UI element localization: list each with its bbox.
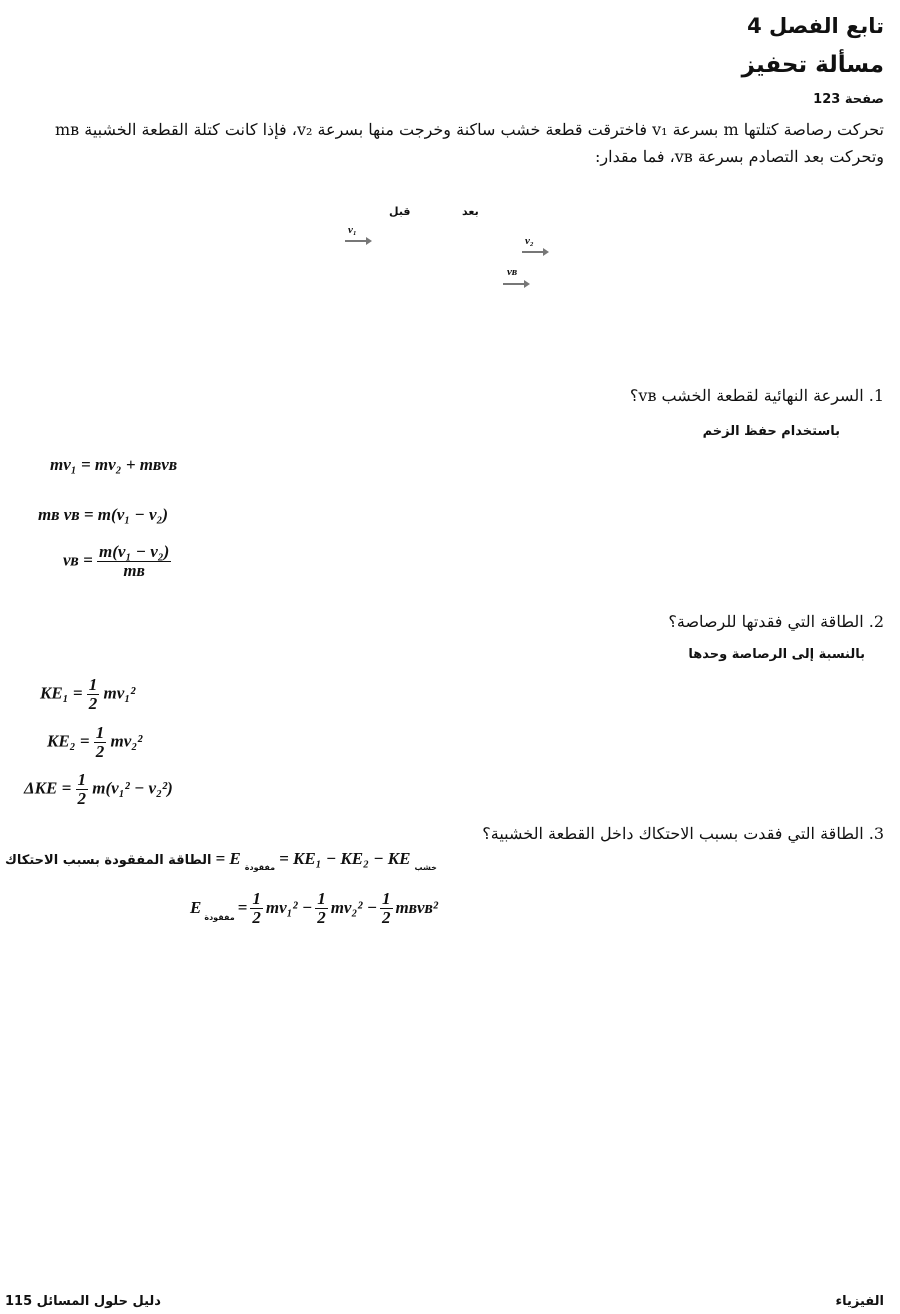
equals: =	[237, 898, 248, 918]
eq3-numerator: m(v₁ − v₂)	[99, 542, 170, 561]
ke2-lhs: KE₂ =	[47, 731, 90, 751]
half-numerator: 1	[95, 723, 105, 742]
vb-label: vʙ	[507, 266, 518, 278]
friction-line	[5, 849, 437, 872]
v1-label: v₁	[348, 224, 357, 236]
half-numerator: 1	[88, 675, 98, 694]
half-numerator: 1	[252, 889, 261, 908]
chapter-heading: تابع الفصل 4	[747, 14, 884, 38]
q1-method: باستخدام حفظ الزخم	[702, 424, 840, 439]
e-lost-equation	[190, 890, 438, 927]
question-1: 1. السرعة النهائية لقطعة الخشب vʙ؟	[629, 386, 884, 405]
lost-subscript: مفقودة	[204, 912, 235, 922]
question-2: 2. الطاقة التي فقدتها للرصاصة؟	[668, 612, 884, 631]
question-3: 3. الطاقة التي فقدت بسبب الاحتكاك داخل القطعة الخشبية؟	[482, 824, 884, 843]
half-denominator: 2	[252, 907, 261, 927]
half-denominator: 2	[95, 741, 105, 761]
half-denominator: 2	[88, 693, 98, 713]
energy-difference: = KE₁ − KE₂ − KE	[279, 849, 411, 868]
problem-statement: تحركت رصاصة كتلتها m بسرعة v₁ فاخترقت قطعة خشب ساكنة وخرجت منها بسرعة v₂، فإذا كانت كتلة القطعة الخشبية mʙ وتحركت بعد التصادم بسرعة vʙ، فما مقدار:	[55, 120, 884, 166]
page-reference: صفحة 123	[813, 92, 884, 107]
half-denominator: 2	[317, 907, 326, 927]
ke2-rhs: mv₂²	[110, 731, 143, 751]
e-lhs: E	[190, 898, 202, 918]
v2-arrow-icon	[522, 251, 544, 253]
term-3: mʙvʙ²	[395, 898, 438, 918]
ke1-lhs: KE₁ =	[40, 683, 83, 703]
v2-label: v₂	[525, 235, 534, 247]
half-numerator: 1	[382, 889, 391, 908]
lost-subscript: مفقودة	[244, 863, 276, 872]
footer-subject: الفيزياء	[835, 1294, 884, 1309]
ke1-rhs: mv₁²	[103, 683, 136, 703]
vb-arrow-icon	[503, 283, 525, 285]
q2-method: بالنسبة إلى الرصاصة وحدها	[688, 647, 865, 662]
ke1-equation	[40, 676, 135, 713]
eq3-denominator: mʙ	[123, 560, 145, 580]
q1-equation-2: mʙ vʙ = m(v₁ − v₂)	[38, 505, 169, 524]
e-lost-symbol: = E	[215, 849, 241, 868]
v1-arrow-icon	[345, 240, 367, 242]
term-1: mv₁² −	[265, 898, 313, 918]
friction-label: الطاقة المفقودة بسبب الاحتكاك	[5, 853, 212, 868]
half-numerator: 1	[317, 889, 326, 908]
dke-rhs: m(v₁² − v₂²)	[92, 778, 173, 798]
dke-lhs: ΔKE =	[24, 778, 72, 798]
q1-equation-1: mv₁ = mv₂ + mʙvʙ	[50, 455, 178, 474]
half-denominator: 2	[382, 907, 391, 927]
term-2: mv₂² −	[330, 898, 378, 918]
after-label: بعد	[462, 205, 479, 218]
delta-ke-equation	[24, 771, 173, 808]
section-title: مسألة تحفيز	[741, 52, 884, 78]
eq3-lhs: vʙ =	[63, 550, 93, 570]
before-label: قبل	[389, 205, 411, 218]
q1-equation-3	[63, 543, 171, 580]
footer-guide: دليل حلول المسائل 115	[5, 1294, 161, 1309]
half-numerator: 1	[77, 770, 87, 789]
half-denominator: 2	[77, 788, 87, 808]
ke2-equation	[47, 724, 142, 761]
wood-subscript: خشب	[414, 863, 437, 872]
